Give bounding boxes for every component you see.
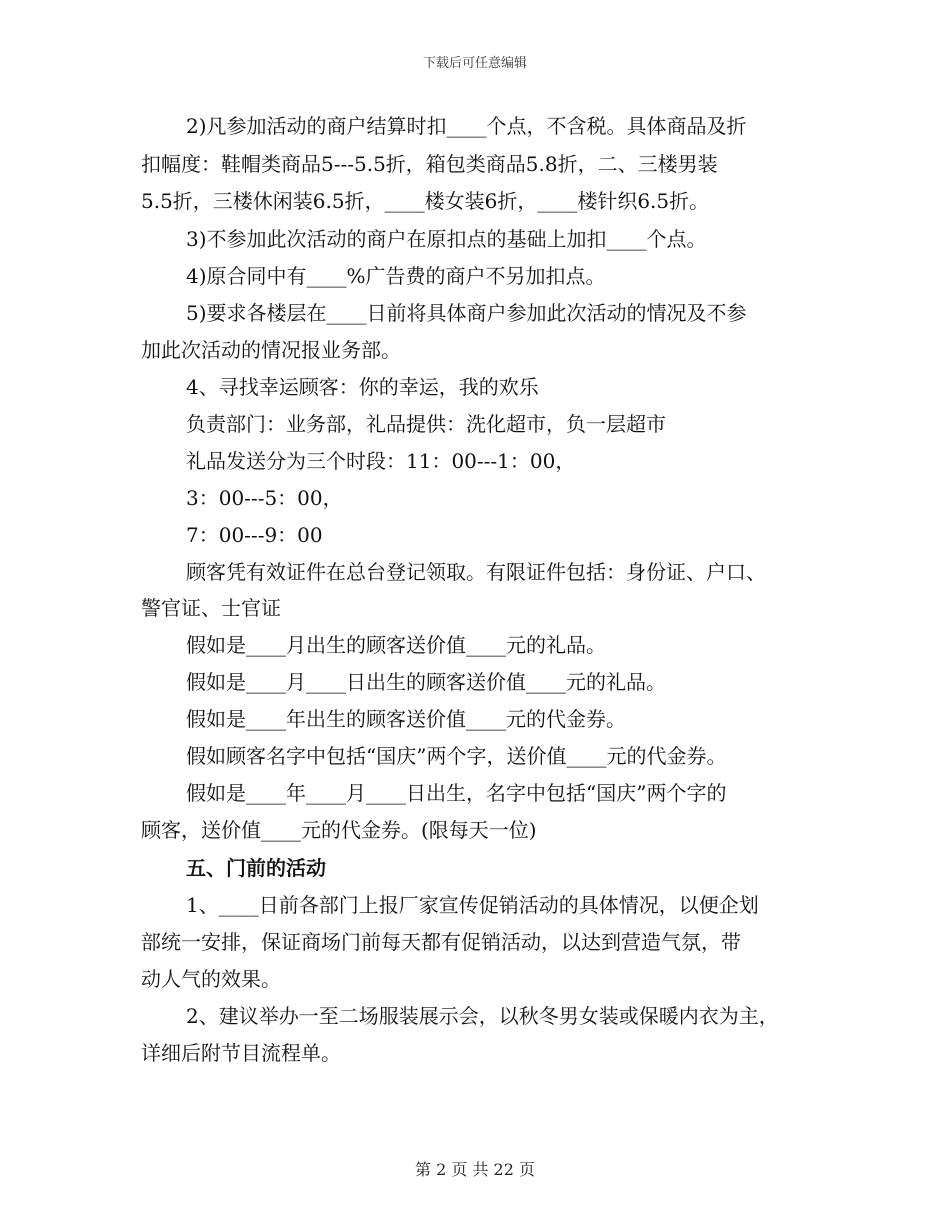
text-line-26: 详细后附节目流程单。 [141,1041,341,1065]
text-line-18: 假如顾客名字中包括“国庆”两个字，送价值____元的代金券。 [186,744,727,768]
page-header: 下载后可任意编辑 [422,56,527,71]
text-line-23: 部统一安排，保证商场门前每天都有促销活动，以达到营造气氛，带 [141,930,741,954]
text-line-17: 假如是____年出生的顾客送价值____元的代金券。 [186,707,626,731]
text-line-2: 扣幅度：鞋帽类商品5---5.5折，箱包类商品5.8折，二、三楼男装 [141,152,718,176]
text-line-5: 4)原合同中有____%广告费的商户不另加扣点。 [186,264,606,288]
text-line-3: 5.5折，三楼休闲装6.5折，____楼女装6折，____楼针织6.5折。 [141,189,710,213]
text-line-1: 2)凡参加活动的商户结算时扣____个点，不含税。具体商品及折 [186,114,747,138]
section-heading: 五、门前的活动 [186,856,326,880]
page-footer: 第 2 页 共 22 页 [415,1160,535,1179]
text-line-20: 顾客，送价值____元的代金券。(限每天一位) [141,818,537,842]
text-line-6: 5)要求各楼层在____日前将具体商户参加此次活动的情况及不参 [186,301,747,325]
text-line-16: 假如是____月____日出生的顾客送价值____元的礼品。 [186,670,666,694]
text-line-7: 加此次活动的情况报业务部。 [141,338,401,362]
text-line-14: 警官证、士官证 [141,596,281,620]
text-line-24: 动人气的效果。 [141,967,281,991]
subsection-heading: 4、寻找幸运顾客：你的幸运，我的欢乐 [186,375,539,399]
text-line-15: 假如是____月出生的顾客送价值____元的礼品。 [186,633,606,657]
text-line-19: 假如是____年____月____日出生，名字中包括“国庆”两个字的 [186,781,727,805]
text-line-22: 1、____日前各部门上报厂家宣传促销活动的具体情况，以便企划 [186,893,759,917]
text-line-13: 顾客凭有效证件在总台登记领取。有限证件包括：身份证、户口、 [186,560,766,584]
text-line-9: 负责部门：业务部，礼品提供：洗化超市，负一层超市 [186,412,666,436]
text-line-25: 2、建议举办一至二场服装展示会，以秋冬男女装或保暖内衣为主， [186,1004,779,1028]
text-line-4: 3)不参加此次活动的商户在原扣点的基础上加扣____个点。 [186,227,707,251]
text-line-12: 7：00---9：00 [186,523,323,547]
text-line-11: 3：00---5：00， [186,486,343,510]
text-line-10: 礼品发送分为三个时段：11：00---1：00， [186,449,576,473]
